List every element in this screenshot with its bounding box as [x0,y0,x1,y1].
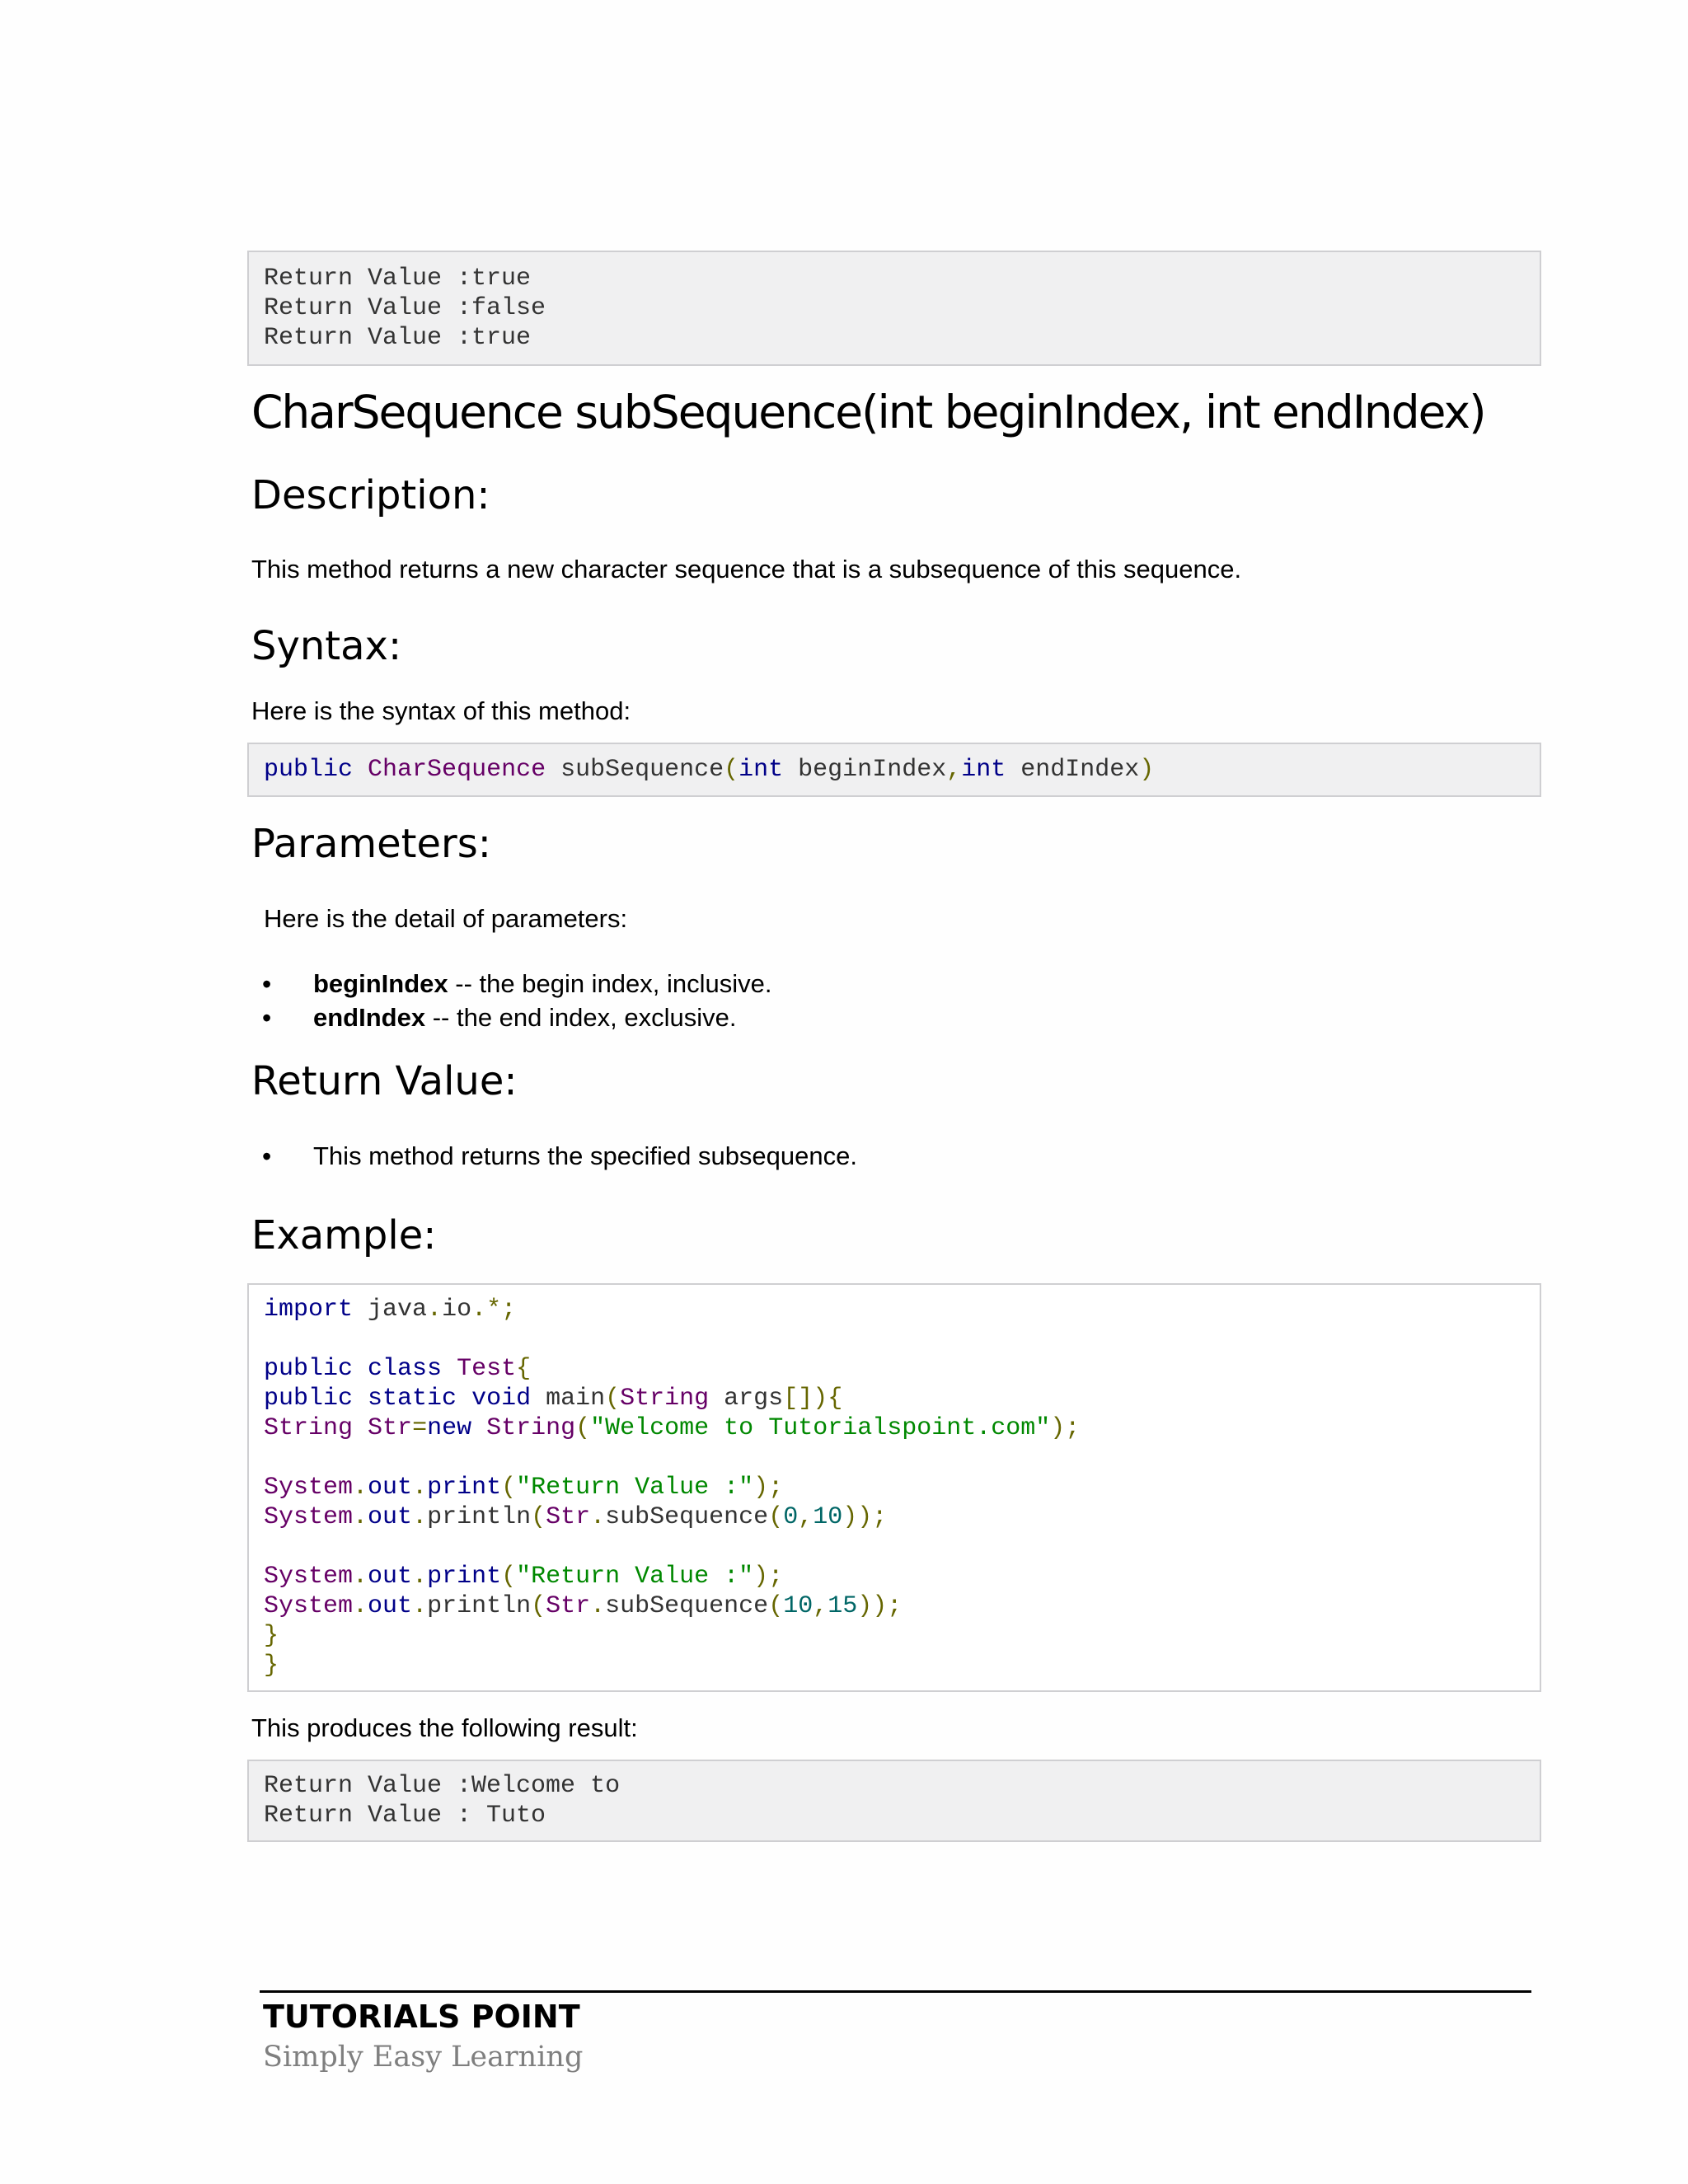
parameter-item [313,968,772,1000]
parameter-name: endIndex [313,1003,426,1032]
parameter-name: beginIndex [313,969,448,998]
bullet-icon: • [262,969,272,999]
output-line: Return Value :false [264,294,546,322]
code-line: System.out.print("Return Value :"); [264,1474,784,1502]
bullet-icon: • [262,1141,272,1171]
parameter-item [313,1002,736,1033]
parameter-desc: -- the begin index, inclusive. [448,969,772,998]
example-heading: Example: [251,1212,437,1258]
code-line-blank [264,1443,1525,1473]
result-intro: This produces the following result: [251,1713,638,1742]
code-line: System.out.print("Return Value :"); [264,1563,784,1591]
code-line: System.out.println(Str.subSequence(0,10)); [264,1503,888,1531]
syntax-heading: Syntax: [251,623,402,669]
code-line: String Str=new String("Welcome to Tutorialspoint.com"); [264,1414,1081,1442]
parameter-desc: -- the end index, exclusive. [425,1003,737,1032]
method-heading: CharSequence subSequence(int beginIndex, int endIndex) [251,386,1485,438]
parameters-intro: Here is the detail of parameters: [264,904,628,933]
code-line-blank [264,1532,1525,1562]
code-line: public static void main(String args[]){ [264,1385,843,1413]
code-line: import java.io.*; [264,1296,517,1324]
footer-brand: TUTORIALS POINT [263,1999,580,2035]
code-line: } [264,1652,279,1680]
code-line: System.out.println(Str.subSequence(10,15)); [264,1592,903,1620]
output-line: Return Value :Welcome to [264,1772,621,1800]
footer-divider [260,1990,1531,1993]
return-value-item: This method returns the specified subsequence. [313,1141,857,1170]
return-value-heading: Return Value: [251,1058,518,1104]
output-code-block [247,251,1541,366]
syntax-code-block [247,743,1541,797]
syntax-code-line: public CharSequence subSequence(int beginIndex,int endIndex) [264,756,1155,784]
footer-tagline: Simply Easy Learning [263,2041,584,2074]
description-text: This method returns a new character sequence that is a subsequence of this sequence. [251,555,1242,583]
bullet-icon: • [262,1003,272,1033]
example-code-block [247,1283,1541,1692]
output-line: Return Value :true [264,324,532,352]
code-line: } [264,1622,279,1650]
parameters-heading: Parameters: [251,821,491,867]
syntax-intro: Here is the syntax of this method: [251,696,631,725]
code-line: public class Test{ [264,1355,532,1383]
result-code-block [247,1760,1541,1842]
output-line: Return Value : Tuto [264,1802,546,1830]
description-heading: Description: [251,472,490,518]
output-line: Return Value :true [264,265,532,293]
code-line-blank [264,1324,1525,1354]
